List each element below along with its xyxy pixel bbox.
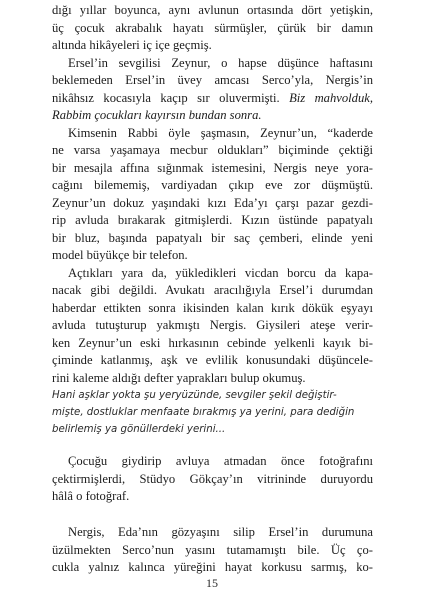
paragraph-3 [52,125,373,265]
text-line: cağını bilememiş, vardiyadan çıkıp eve zor düşmüştü. [52,178,373,192]
paragraph-6 [52,524,373,577]
italic-fragment: Biz mahvolduk, [289,90,373,105]
quote-line: mişte, dostluklar menfaate bırakmış ya yerini, para dediğin [52,406,355,418]
text-line: dığı yıllar boyunca, aynı avlunun ortasında dört yetişkin, [52,3,373,17]
text-line: Kimsenin Rabbi öyle şaşmasın, Zeynur’un, “kaderde [68,125,373,140]
page-number: 15 [206,576,218,590]
body-text-bottom [52,524,373,577]
paragraph-4 [52,265,373,388]
text-line: ne varsa yaşamaya mecbur oldukları” biçiminde çektiği [52,143,373,157]
text-line: üzülmekten Serco’nun yasını tutamamıştı bile. Üç ço- [52,542,373,557]
text-line: beklemeden Ersel’in üvey amcası Serco’yla, Nergis’in [52,73,373,87]
body-text-top [52,2,373,387]
text-line: rip avluda bırakarak gitmişlerdi. Kızın üstünde papatyalı [52,213,373,227]
text-line: haberdar ettikten sonra ikisinden kalan kırık dökük eşyayı [52,300,373,315]
text-line: altında hikâyeleri iç içe geçmiş. [52,38,212,52]
paragraph-1 [52,2,373,55]
text-line: model büyükçe bir telefon. [52,248,188,262]
text-line: bir bluz, başında papatyalı bir saç çemberi, elinde yeni [52,230,373,245]
paragraph-2 [52,55,373,125]
text-line: Çocuğu giydirip avluya atmadan önce fotoğrafını [68,454,373,468]
text-line: Nergis, Eda’nın gözyaşını silip Ersel’in durumuna [68,525,373,539]
text-line: üç çocuk akrabalık hayatı sürmüşler, çürük bir damın [52,20,373,35]
quote-line: belirlemiş ya gönüllerdeki yerini... [52,423,226,435]
text-line: çiminde katlanmış, aşk ve evlilik konusundaki düşüncele- [52,353,373,367]
body-text-photo [52,453,373,506]
text-line: bir mesajla affına sığınmak istemesini, Nergis neye yora- [52,160,373,175]
text-line: nacak gibi değildi. Avukatı aracılığıyla Ersel’i durumdan [52,283,373,297]
text-line: cukla yalnız kalınca yüreğini hayat korkusu sarmış, ko- [52,560,373,574]
text-line: avluda tutuşturup yakmıştı Nergis. Giysileri ateşe verir- [52,318,373,332]
text-fragment: nikâhsız kocasıyla kaçıp sır oluvermişti. [52,90,290,105]
text-line: Ersel’in sevgilisi Zeynur, o hapse düşünce haftasını [68,55,373,70]
text-line [52,90,373,108]
paragraph-5 [52,453,373,506]
text-line: hâlâ o fotoğraf. [52,489,130,503]
quoted-note [52,388,373,438]
text-line: Zeynur’un dokuz yaşındaki kızı Eda’yı çarşı pazar gezdi- [52,195,373,210]
text-line: Açtıkları yara da, yükledikleri vicdan borcu da kapa- [68,265,373,280]
text-line: ken Zeynur’un eski hırkasının cebinde yelkenli kayık bi- [52,335,373,350]
quote-line: Hani aşklar yokta şu yeryüzünde, sevgiler şekil değiştir- [52,390,337,401]
text-line: çektirmişlerdi, Stüdyo Gökçay’ın vitrininde duruyordu [52,471,373,486]
italic-line: Rabbim çocukları kayırsın bundan sonra. [52,108,262,122]
text-line: rini kaleme aldığı defter yaprakları bulup okumuş. [52,370,306,385]
